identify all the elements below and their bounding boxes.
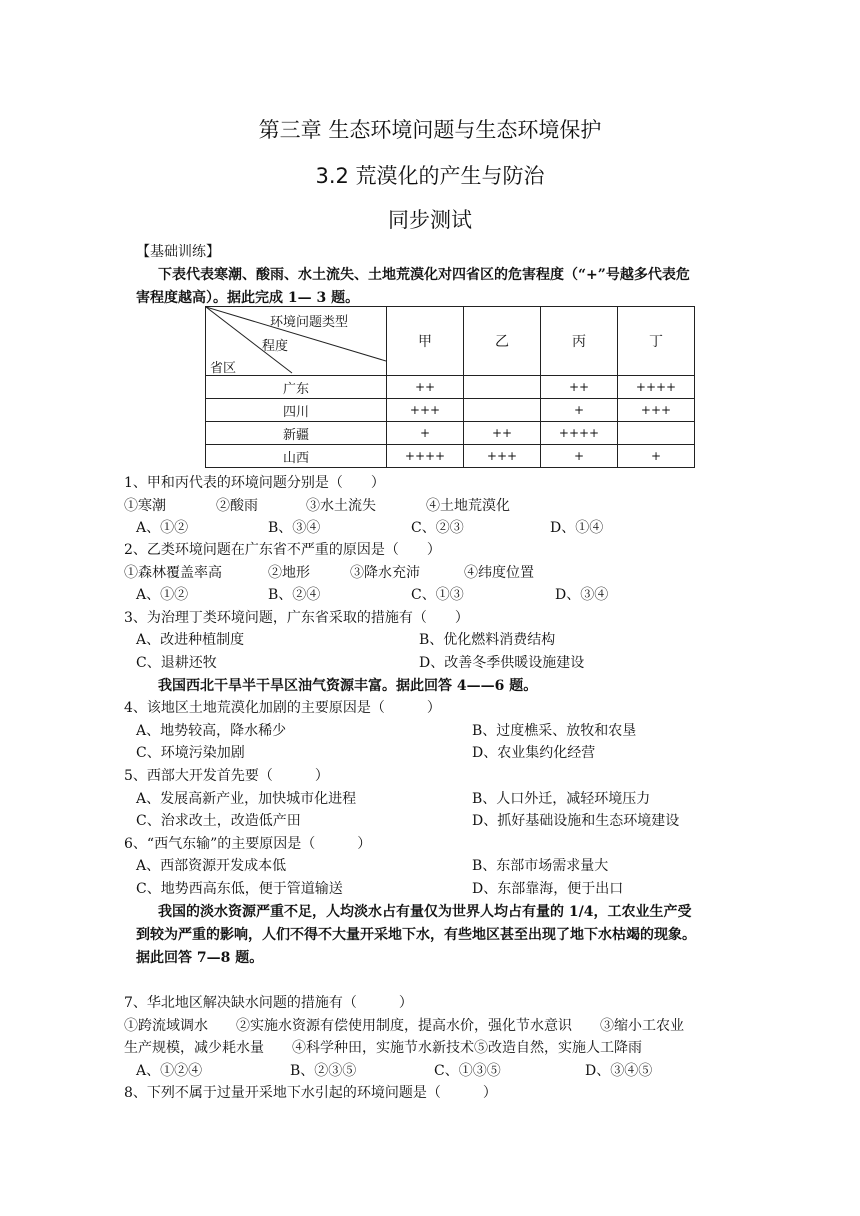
section-label: 【基础训练】	[136, 244, 220, 260]
q4-option: C、环境污染加剧	[136, 745, 245, 761]
q5-option: B、人口外迁，减轻环境压力	[472, 791, 651, 807]
table-cell	[618, 422, 695, 445]
table-cell: ++++	[387, 445, 464, 468]
q7-line1: ①跨流域调水 ②实施水资源有偿使用制度，提高水价，强化节水意识 ③缩小工农业	[124, 1018, 684, 1034]
column-header: 丙	[541, 307, 618, 376]
test-title: 同步测试	[388, 208, 472, 232]
q3-stem: 3、为治理丁类环境问题，广东省采取的措施有（ ）	[124, 610, 469, 626]
q5-option: A、发展高新产业，加快城市化进程	[136, 791, 357, 807]
q1-option: C、②③	[411, 520, 464, 536]
q1-stem: 1、甲和丙代表的环境问题分别是（ ）	[124, 475, 385, 491]
intro1-line2: 害程度越高）。据此完成 1— 3 题。	[136, 290, 360, 306]
q1-option: D、①④	[550, 520, 604, 536]
table-cell: ++++	[541, 422, 618, 445]
q1-item: ③水土流失	[306, 498, 376, 514]
intro1-line1: 下表代表寒潮、酸雨、水土流失、土地荒漠化对四省区的危害程度（“+”号越多代表危	[158, 267, 690, 283]
header-problem-type: 环境问题类型	[270, 315, 349, 330]
intro3-line2: 到较为严重的影响，人们不得不大量开采地下水，有些地区甚至出现了地下水枯竭的现象。	[136, 927, 696, 943]
table-row	[206, 445, 695, 468]
row-province: 新疆	[206, 422, 387, 445]
column-header: 甲	[387, 307, 464, 376]
table-cell: +	[387, 422, 464, 445]
table-cell: ++	[464, 422, 541, 445]
table-row	[206, 376, 695, 399]
q4-option: A、地势较高，降水稀少	[136, 723, 287, 739]
diagonal-header-cell	[206, 307, 387, 376]
intro3-line3: 据此回答 7—8 题。	[136, 950, 264, 966]
table-cell: +	[618, 445, 695, 468]
table-cell	[464, 376, 541, 399]
q2-option: D、③④	[555, 587, 609, 603]
q4-stem: 4、该地区土地荒漠化加剧的主要原因是（ ）	[124, 700, 441, 716]
q3-option: D、改善冬季供暖设施建设	[419, 655, 585, 671]
q6-option: B、东部市场需求量大	[472, 858, 609, 874]
q3-option: B、优化燃料消费结构	[419, 632, 556, 648]
q1-item: ②酸雨	[216, 498, 258, 514]
q1-item: ①寒潮	[124, 498, 166, 514]
q7-option: D、③④⑤	[585, 1063, 653, 1079]
row-province: 山西	[206, 445, 387, 468]
table-header-row	[206, 307, 695, 376]
q3-option: A、改进种植制度	[136, 632, 245, 648]
table-row	[206, 399, 695, 422]
table-cell: +++	[618, 399, 695, 422]
column-header: 丁	[618, 307, 695, 376]
header-degree: 程度	[262, 339, 289, 354]
q6-option: A、西部资源开发成本低	[136, 858, 287, 874]
q6-stem: 6、“西气东输”的主要原因是（ ）	[124, 836, 372, 852]
q6-option: C、地势西高东低，便于管道输送	[136, 881, 343, 897]
q1-option: B、③④	[268, 520, 321, 536]
q2-option: C、①③	[411, 587, 464, 603]
q1-item: ④土地荒漠化	[426, 498, 510, 514]
q2-item: ④纬度位置	[464, 565, 534, 581]
q2-item: ②地形	[268, 565, 310, 581]
section-title: 3.2 荒漠化的产生与防治	[315, 164, 545, 188]
table-row	[206, 422, 695, 445]
q2-stem: 2、乙类环境问题在广东省不严重的原因是（ ）	[124, 542, 441, 558]
q7-option: C、①③⑤	[434, 1063, 501, 1079]
intro2: 我国西北干旱半干旱区油气资源丰富。据此回答 4——6 题。	[158, 678, 538, 694]
table-cell: ++	[387, 376, 464, 399]
q1-option: A、①②	[136, 520, 189, 536]
q2-item: ③降水充沛	[350, 565, 420, 581]
q7-line2: 生产规模，减少耗水量 ④科学种田，实施节水新技术⑤改造自然，实施人工降雨	[124, 1040, 642, 1056]
q5-option: C、治求改土，改造低产田	[136, 813, 301, 829]
q6-option: D、东部靠海，便于出口	[472, 881, 624, 897]
table-cell: +++	[464, 445, 541, 468]
q7-option: B、②③⑤	[290, 1063, 357, 1079]
q7-option: A、①②④	[136, 1063, 203, 1079]
row-province: 四川	[206, 399, 387, 422]
hazard-table	[205, 306, 695, 468]
q2-option: A、①②	[136, 587, 189, 603]
table-cell: +	[541, 445, 618, 468]
q5-stem: 5、西部大开发首先要（ ）	[124, 768, 329, 784]
column-header: 乙	[464, 307, 541, 376]
q2-option: B、②④	[268, 587, 321, 603]
q4-option: B、过度樵采、放牧和农垦	[472, 723, 637, 739]
header-province: 省区	[210, 361, 237, 376]
chapter-title: 第三章 生态环境问题与生态环境保护	[258, 118, 602, 142]
table-cell	[464, 399, 541, 422]
q8-stem: 8、下列不属于过量开采地下水引起的环境问题是（ ）	[124, 1085, 497, 1101]
table-cell: +	[541, 399, 618, 422]
table-cell: ++++	[618, 376, 695, 399]
q7-stem: 7、华北地区解决缺水问题的措施有（ ）	[124, 995, 413, 1011]
q3-option: C、退耕还牧	[136, 655, 217, 671]
q4-option: D、农业集约化经营	[472, 745, 596, 761]
q5-option: D、抓好基础设施和生态环境建设	[472, 813, 680, 829]
table-cell: +++	[387, 399, 464, 422]
q2-item: ①森林覆盖率高	[124, 565, 222, 581]
table-cell: ++	[541, 376, 618, 399]
row-province: 广东	[206, 376, 387, 399]
intro3-line1: 我国的淡水资源严重不足，人均淡水占有量仅为世界人均占有量的 1/4，工农业生产受	[158, 904, 692, 920]
